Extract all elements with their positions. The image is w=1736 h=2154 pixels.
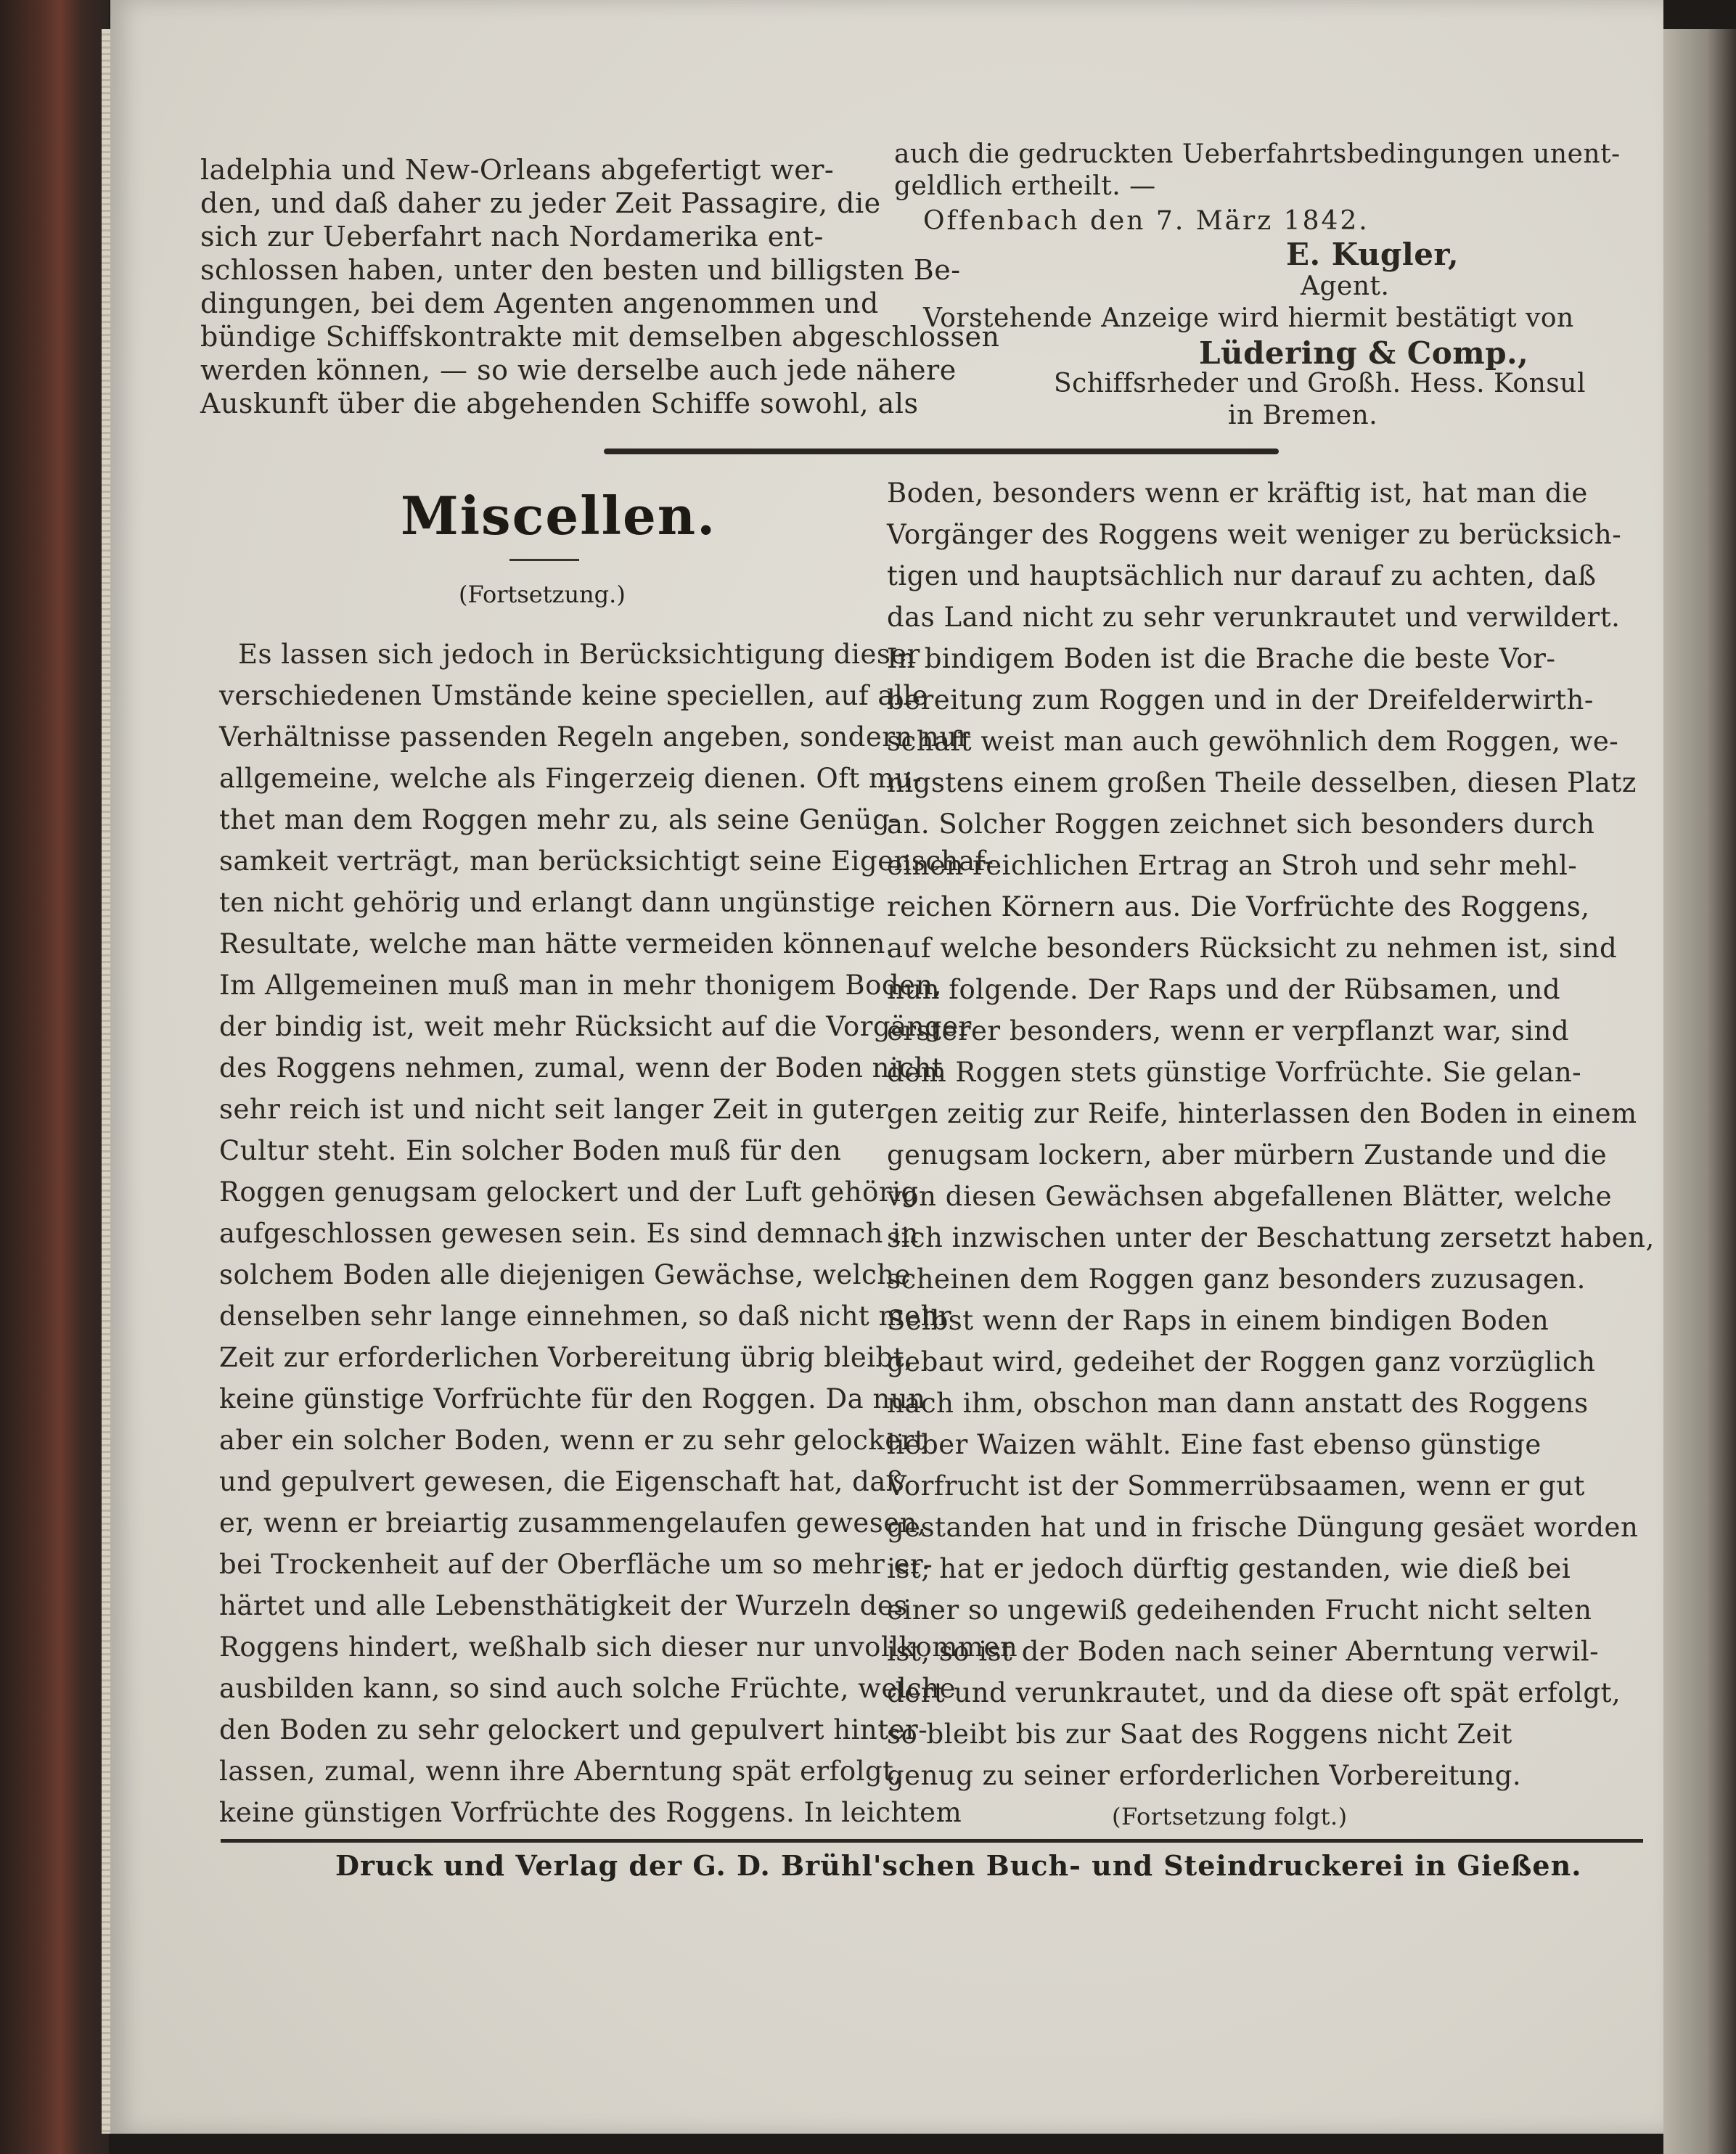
text-line: genugsam lockern, aber mürbern Zustande und die — [887, 1139, 1608, 1171]
text-line: auch die gedruckten Ueberfahrtsbedingungen unent- — [894, 139, 1621, 169]
text-line: dem Roggen stets günstige Vorfrüchte. Sie gelan- — [887, 1057, 1582, 1088]
text-line: des Roggens nehmen, zumal, wenn der Boden nicht — [219, 1052, 943, 1084]
text-line: von diesen Gewächsen abgefallenen Blätter, welche — [887, 1181, 1613, 1212]
text-line: den Boden zu sehr gelockert und gepulvert hinter- — [219, 1714, 928, 1745]
continuation-note: (Fortsetzung folgt.) — [1112, 1803, 1348, 1830]
text-line: Es lassen sich jedoch in Berücksichtigung dieser — [238, 639, 920, 670]
text-line: Zeit zur erforderlichen Vorbereitung übrig bleibt, — [219, 1342, 914, 1373]
text-line: schaft weist man auch gewöhnlich dem Roggen, we- — [887, 726, 1619, 757]
text-line: scheinen dem Roggen ganz besonders zuzusagen. — [887, 1264, 1586, 1295]
text-line: verschiedenen Umstände keine speciellen, auf alle — [219, 680, 929, 711]
text-line: in Bremen. — [1228, 401, 1378, 430]
text-line: ausbilden kann, so sind auch solche Früchte, welche — [219, 1673, 957, 1704]
text-line: Boden, besonders wenn er kräftig ist, hat man die — [887, 478, 1588, 509]
book-page — [110, 0, 1663, 2134]
text-line: und gepulvert gewesen, die Eigenschaft hat, daß — [219, 1466, 905, 1497]
text-line: werden können, — so wie derselbe auch jede nähere — [200, 354, 957, 386]
text-line: bündige Schiffskontrakte mit demselben abgeschlossen — [200, 321, 1000, 353]
text-line: ist; hat er jedoch dürftig gestanden, wie dieß bei — [887, 1553, 1571, 1584]
text-line: gebaut wird, gedeihet der Roggen ganz vorzüglich — [887, 1346, 1596, 1377]
text-line: Schiffsrheder und Großh. Hess. Konsul — [1054, 369, 1586, 398]
text-line: allgemeine, welche als Fingerzeig dienen. Oft mu- — [219, 763, 922, 794]
text-line: Verhältnisse passenden Regeln angeben, sondern nur — [219, 721, 970, 753]
book-binding — [0, 0, 109, 2154]
text-line: schlossen haben, unter den besten und billigsten Be- — [200, 254, 961, 286]
text-line: keine günstige Vorfrüchte für den Roggen. Da nun — [219, 1383, 926, 1414]
text-line: Auskunft über die abgehenden Schiffe sowohl, als — [200, 388, 919, 419]
text-line: solchem Boden alle diejenigen Gewächse, welche — [219, 1259, 912, 1290]
text-line: tigen und hauptsächlich nur darauf zu achten, daß — [887, 560, 1597, 591]
imprint-footer: Druck und Verlag der G. D. Brühl'schen Buch- und Steindruckerei in Gießen. — [335, 1849, 1582, 1882]
text-line: bei Trockenheit auf der Oberfläche um so mehr er- — [219, 1549, 933, 1580]
text-line: einer so ungewiß gedeihenden Frucht nicht selten — [887, 1594, 1592, 1626]
section-heading: Miscellen. — [401, 485, 717, 546]
text-line: denselben sehr lange einnehmen, so daß nicht mehr — [219, 1301, 952, 1332]
heading-rule — [509, 559, 579, 561]
signature-name: E. Kugler, — [1286, 237, 1459, 272]
text-line: so bleibt bis zur Saat des Roggens nicht Zeit — [887, 1719, 1512, 1750]
text-line: Vorgänger des Roggens weit weniger zu berücksich- — [887, 519, 1622, 550]
text-line: er, wenn er breiartig zusammengelaufen gewesen, — [219, 1507, 927, 1539]
text-line: lassen, zumal, wenn ihre Aberntung spät erfolgt, — [219, 1756, 903, 1787]
text-line: ten nicht gehörig und erlangt dann ungünstige — [219, 887, 876, 918]
text-line: das Land nicht zu sehr verunkrautet und verwildert. — [887, 602, 1621, 633]
text-line: gen zeitig zur Reife, hinterlassen den Boden in einem — [887, 1098, 1637, 1129]
company-name: Lüdering & Comp., — [1199, 335, 1529, 371]
text-line: nun folgende. Der Raps und der Rübsamen, und — [887, 974, 1561, 1005]
text-line: aufgeschlossen gewesen sein. Es sind demnach in — [219, 1218, 919, 1249]
text-line: Roggens hindert, weßhalb sich dieser nur unvollkommen — [219, 1631, 1018, 1663]
text-line: Resultate, welche man hätte vermeiden können. — [219, 928, 895, 959]
footer-rule — [221, 1839, 1643, 1843]
text-line: härtet und alle Lebensthätigkeit der Wurzeln des — [219, 1590, 908, 1621]
text-line: aber ein solcher Boden, wenn er zu sehr gelockert — [219, 1425, 926, 1456]
text-line: Selbst wenn der Raps in einem bindigen Boden — [887, 1305, 1549, 1336]
text-line: sich inzwischen unter der Beschattung zersetzt haben, — [887, 1222, 1655, 1253]
text-line: Im Allgemeinen muß man in mehr thonigem Boden, — [219, 970, 943, 1001]
text-line: gestanden hat und in frische Düngung gesäet worden — [887, 1512, 1639, 1543]
text-line: Vorstehende Anzeige wird hiermit bestätigt von — [923, 303, 1574, 333]
text-line: reichen Körnern aus. Die Vorfrüchte des Roggens, — [887, 891, 1590, 922]
section-divider — [604, 449, 1279, 454]
text-line: bereitung zum Roggen und in der Dreifelderwirth- — [887, 684, 1594, 716]
text-line: einen reichlichen Ertrag an Stroh und sehr mehl- — [887, 850, 1578, 881]
text-line: Cultur steht. Ein solcher Boden muß für den — [219, 1135, 842, 1166]
text-line: In bindigem Boden ist die Brache die beste Vor- — [887, 643, 1556, 674]
text-line: genug zu seiner erforderlichen Vorbereitung. — [887, 1760, 1522, 1791]
text-line: keine günstigen Vorfrüchte des Roggens. In leichtem — [219, 1797, 962, 1828]
text-line: samkeit verträgt, man berücksichtigt seine Eigenschaf- — [219, 845, 994, 877]
text-line: ersterer besonders, wenn er verpflanzt war, sind — [887, 1015, 1570, 1047]
text-line: nach ihm, obschon man dann anstatt des Roggens — [887, 1388, 1589, 1419]
section-subheading: (Fortsetzung.) — [459, 581, 626, 608]
text-line: dingungen, bei dem Agenten angenommen und — [200, 287, 879, 319]
text-line: sehr reich ist und nicht seit langer Zeit in guter — [219, 1094, 888, 1125]
next-page-edge — [1663, 29, 1736, 2154]
text-line: auf welche besonders Rücksicht zu nehmen ist, sind — [887, 933, 1618, 964]
text-line: ist, so ist der Boden nach seiner Aberntung verwil- — [887, 1636, 1600, 1667]
text-line: ladelphia und New-Orleans abgefertigt wer- — [200, 154, 835, 186]
text-line: nigstens einem großen Theile desselben, diesen Platz — [887, 767, 1637, 798]
text-line: Vorfrucht ist der Sommerrübsaamen, wenn er gut — [887, 1470, 1585, 1502]
signature-title: Agent. — [1301, 271, 1390, 301]
date-line: Offenbach den 7. März 1842. — [923, 206, 1369, 236]
text-line: Roggen genugsam gelockert und der Luft gehörig — [219, 1176, 919, 1208]
text-line: lieber Waizen wählt. Eine fast ebenso günstige — [887, 1429, 1541, 1460]
text-line: an. Solcher Roggen zeichnet sich besonders durch — [887, 808, 1595, 840]
text-line: thet man dem Roggen mehr zu, als seine Genüg- — [219, 804, 900, 835]
text-line: geldlich ertheilt. — — [894, 171, 1156, 201]
text-line: sich zur Ueberfahrt nach Nordamerika ent- — [200, 221, 824, 253]
text-line: den, und daß daher zu jeder Zeit Passagire, die — [200, 187, 881, 219]
text-line: der bindig ist, weit mehr Rücksicht auf die Vorgänger — [219, 1011, 972, 1042]
text-line: dert und verunkrautet, und da diese oft spät erfolgt, — [887, 1677, 1621, 1708]
